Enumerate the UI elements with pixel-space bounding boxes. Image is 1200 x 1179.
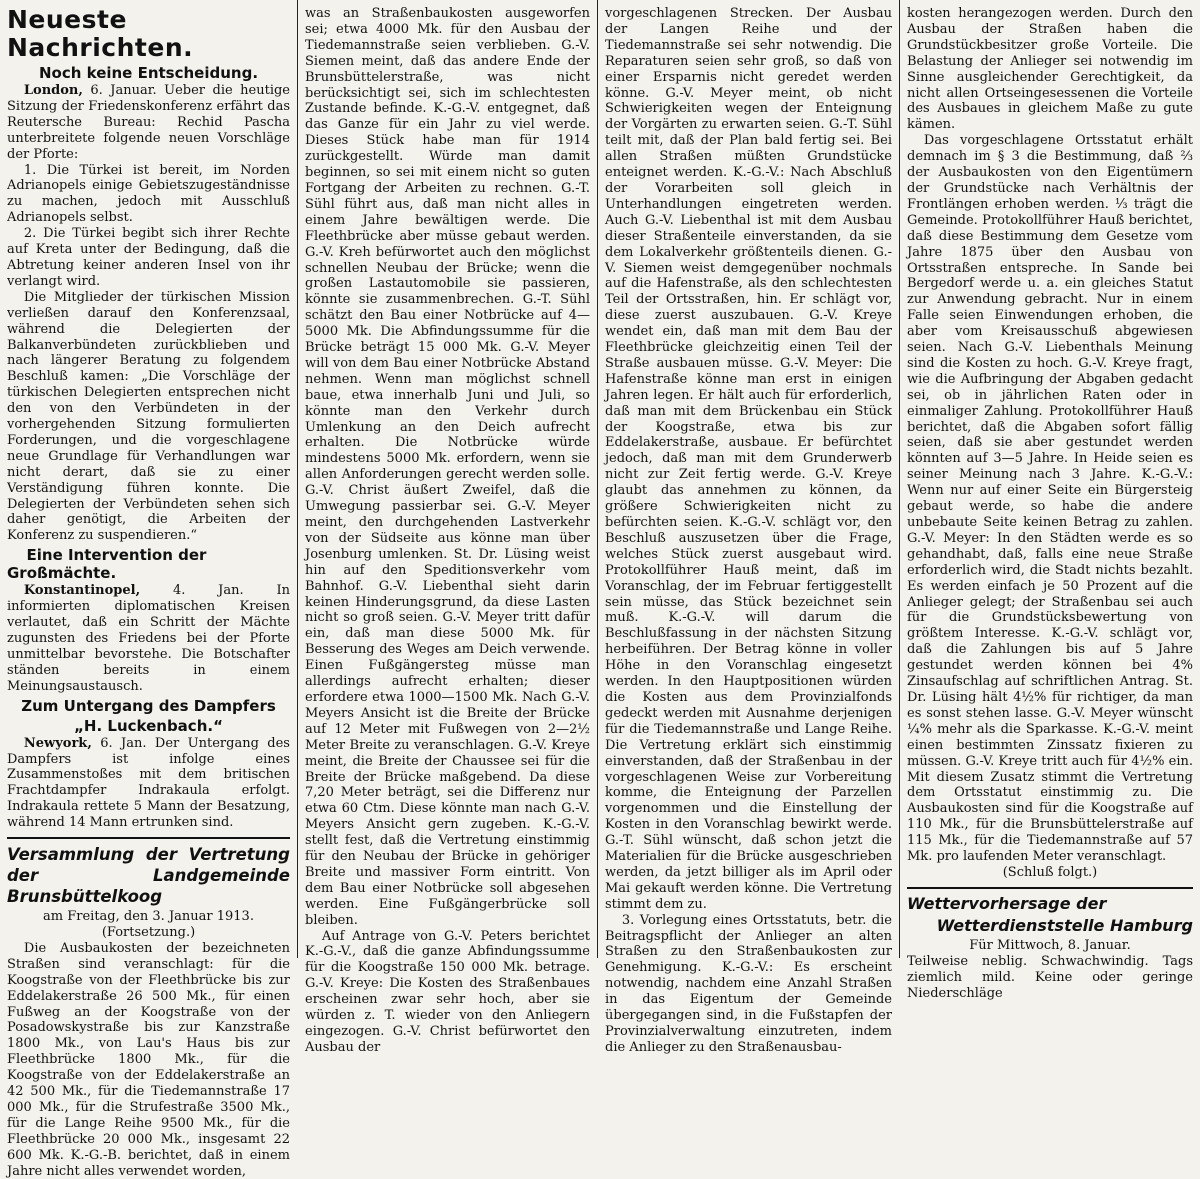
article-2-paragraph <box>7 583 290 694</box>
article-2-dateline: Konstantinopel, <box>23 583 141 599</box>
article-3-ship-name: „H. Luckenbach.“ <box>74 716 223 735</box>
article-3-paragraph <box>7 736 290 831</box>
article-4-paragraph: Das vorgeschlagene Ortsstatut erhält demnach im § 3 die Bestimmung, daß ⅔ der Ausbaukosten von den Eigentümern der Grundstücke nach Verhältnis der Frontlängen erhoben werden. ⅓ trägt die Gemeinde. Protokollführer Hauß berichtet, daß diese Bestimmung dem Gesetze vom Jahre 1875 über den Ausbau von Ortsstraßen entspreche. In Sande bei Bergedorf werde u. a. ein gleiches Statut zur Anwendung gebracht. Nur in einem Falle seien Einwendungen erhoben, die aber vom Kreisausschuß abgewiesen seien. Nach G.-V. Liebenthals Meinung sind die Kosten zu hoch. G.-V. Kreye fragt, wie die Aufbringung der Abgaben gedacht sei, ob in jährlichen Raten oder in einmaliger Zahlung. Protokollführer Hauß berichtet, daß die Abgaben sofort fällig seien, daß sie aber gestundet werden könnten auf 3—5 Jahre. In Heide seien es seiner Meinung nach 3 Jahre. K.-G.-V.: Wenn nur auf einer Seite ein Bürgersteig gebaut werde, so habe die andere unbebaute Seite keinen Betrag zu zahlen. G.-V. Meyer: In den Städten werde es so gehandhabt, daß, falls eine neue Straße erforderlich wird, die Stadt nichts bezahlt. Es werden einfach je 50 Prozent auf die Anlieger gelegt; der Straßenbau sei auch für die Grundstücksbewertung von größtem Interesse. K.-G.-V. schlägt vor, daß die Zahlungen bis auf 5 Jahre gestundet werden können bei 4% Zinsaufschlag auf schriftlichen Antrag. St. Dr. Lüsing hält 4½% für richtiger, da man es sonst stehen lasse. G.-V. Meyer wünscht ¼% mehr als die Sparkasse. K.-G.-V. meint einen bestimmten Zinssatz fixieren zu müssen. G.-V. Kreye tritt auch für 4½% ein. Mit diesem Zusatz stimmt die Vertretung dem Ortsstatut einstimmig zu. Die Ausbaukosten sind für die Koogstraße auf 110 Mk., für die Brunsbüttelerstraße auf 115 Mk., für die Tiedemannstraße auf 57 Mk. pro laufenden Meter veranschlagt. <box>907 133 1193 865</box>
article-1-proposal-1: 1. Die Türkei ist bereit, im Norden Adrianopels einige Gebietszugeständnisse zu machen, jedoch mit Ausschluß Adrianopels selbst. <box>7 162 290 226</box>
article-3-dateline: Newyork, <box>23 735 92 751</box>
article-4-continuation-note: (Fortsetzung.) <box>101 924 196 940</box>
weather-forecast-text: Teilweise neblig. Schwachwindig. Tags ziemlich mild. Keine oder geringe Niederschläge <box>907 953 1193 1001</box>
article-1-dateline: London, <box>23 83 83 98</box>
article-4-paragraph: was an Straßenbaukosten ausgeworfen sei; etwa 4000 Mk. für den Ausbau der Tiedemannstraße seien verblieben. G.-V. Siemen meint, daß das andere Ende der Brunsbüttelerstraße, was nicht berücksichtigt sei, sich im schlechtesten Zustande befinde. K.-G.-V. entgegnet, daß das Ganze für ein Jahr zu viel werde. Dieses Stück habe man für 1914 zurückgestellt. Würde man damit beginnen, so sei mit einem nicht so guten Fortgang der Arbeiten zu rechnen. G.-T. Sühl führt aus, daß man nicht alles in einem Jahre bewältigen werde. Die Fleethbrücke aber müsse gebaut werden. G.-V. Kreh befürwortet auch den möglichst schnellen Neubau der Brücke; wenn die großen Lastautomobile sie passieren, könnte sie zusammenbrechen. G.-T. Sühl schätzt den Bau einer Notbrücke auf 4—5000 Mk. Die Abfindungssumme für die Brücke beträgt 15 000 Mk. G.-V. Meyer will von dem Bau einer Notbrücke Abstand nehmen. Wenn man möglichst schnell baue, etwa innerhalb Juni und Juli, so könnte man den Verkehr durch Umlenkung an den Deich aufrecht erhalten. Die Notbrücke würde mindestens 5000 Mk. erfordern, wenn sie allen Anforderungen gerecht werden solle. G.-V. Christ äußert Zweifel, daß die Umwegung passierbar sei. G.-V. Meyer meint, den durchgehenden Lastverkehr von der Südseite aus könne man über Josenburg umlenken. St. Dr. Lüsing weist hin auf den Speditionsverkehr vom Bahnhof. G.-V. Liebenthal sieht darin keinen Hinderungsgrund, da diese Lasten nicht so groß seien. G.-V. Meyer tritt dafür ein, daß man diese 5000 Mk. für Besserung des Weges am Deich verwende. Einen Fußgängersteg müsse man allerdings aufrecht erhalten; dieser erfordere etwa 1000—1500 Mk. Nach G.-V. Meyers Ansicht ist die Breite der Brücke auf 12 Meter mit Fußwegen von 2—2½ Meter Breite zu veranschlagen. G.-V. Kreye meint, die Breite der Chaussee sei für die Breite der Brücke maßgebend. Da diese 7,20 Meter beträgt, sei die Differenz nur etwa 60 Ctm. Diese könnte man nach G.-V. Meyers Ansicht gern zugeben. K.-G.-V. stellt fest, daß die Vertretung einstimmig für den Neubau der Brücke in gehöriger Breite und massiver Form eintritt. Von dem Bau einer Notbrücke soll abgesehen werden. Eine Fußgängerbrücke soll bleiben. <box>305 6 590 928</box>
column-1 <box>0 0 298 1179</box>
article-4-agenda-item-3: 3. Vorlegung eines Ortsstatuts, betr. die Beitragspflicht der Anlieger an alten Straßen zu den Straßenbaukosten zur Genehmigung. K.-G.-V.: Es erscheint notwendig, nachdem eine Anzahl Straßen in das Eigentum der Gemeinde übergegangen sind, in die Fußstapfen der Provinzialverwaltung einzutreten, indem die Anlieger zu den Straßenausbau- <box>605 912 892 1055</box>
column-divider <box>7 837 290 839</box>
article-2-subheadline: Eine Intervention der Großmächte. <box>7 546 207 583</box>
article-3-subheadline: Zum Untergang des Dampfers <box>21 696 276 715</box>
article-4-paragraph: Die Ausbaukosten der bezeichneten Straßen sind veranschlagt: für die Koogstraße von der Fleethbrücke bis zur Eddelakerstraße 26 500 Mk., für einen Fußweg an der Koogstraße von der Posadowskystraße bis zur Kanzstraße 1800 Mk., von Lau's Haus bis zur Fleethbrücke 1800 Mk., für die Koogstraße von der Eddelakerstraße an 42 500 Mk., für die Tiedemannstraße 17 000 Mk., für die Strufestraße 3500 Mk., für die Lange Reihe 9500 Mk., für die Fleethbrücke 20 000 Mk., insgesamt 22 600 Mk. K.-G.-B. berichtet, daß in einem Jahre nicht alles verwendet worden, <box>7 940 290 1179</box>
article-4-paragraph: kosten herangezogen werden. Durch den Ausbau der Straßen haben die Grundstückbesitzer große Vorteile. Die Belastung der Anlieger sei notwendig im Sinne ausgleichender Gerechtigkeit, da nicht allen Ortseingesessenen die Vorteile des Ausbaues in gleichem Maße zu gute kämen. <box>907 6 1193 133</box>
column-4 <box>900 0 1200 1001</box>
article-4-paragraph: vorgeschlagenen Strecken. Der Ausbau der Langen Reihe und der Tiedemannstraße sei sehr notwendig. Die Reparaturen seien sehr groß, so daß von einer Ersparnis nicht geredet werden könne. G.-V. Meyer meint, ob nicht Schwierigkeiten wegen der Enteignung der Vorgärten zu erwarten seien. G.-T. Sühl teilt mit, daß der Plan bald fertig sei. Bei allen Straßen müßten Grundstücke enteignet werden. K.-G.-V.: Nach Abschluß der Vorarbeiten soll gleich in Unterhandlungen eingetreten werden. Auch G.-V. Liebenthal ist mit dem Ausbau dieser Straßenteile einverstanden, da sie dem Lokalverkehr größtenteils dienen. G.-V. Siemen weist demgegenüber nochmals auf die Hafenstraße, als den schlechtesten Teil der Ortsstraßen, hin. Er schlägt vor, diese zuerst auszubauen. G.-V. Kreye wendet ein, daß man mit dem Bau der Fleethbrücke gleichzeitig einen Teil der Straße ausbauen müsse. G.-V. Meyer: Die Hafenstraße könne man erst in einigen Jahren legen. Er hält auch für erforderlich, daß man mit dem Brückenbau ein Stück der Koogstraße, etwa bis zur Eddelakerstraße, ausbaue. Er befürchtet jedoch, daß man mit dem Grunderwerb nicht zur Zeit fertig werde. G.-V. Kreye glaubt das annehmen zu können, da größere Schwierigkeiten nicht zu befürchten seien. K.-G.-V. schlägt vor, den Beschluß auszusetzen über die Frage, welches Stück zuerst ausgebaut wird. Protokollführer Hauß meint, daß im Voranschlag, der im Februar fertiggestellt sein müsse, das Stück bezeichnet sein muß. K.-G.-V. will darum die Beschlußfassung in der nächsten Sitzung herbeiführen. Der Betrag könne in voller Höhe in den Voranschlag eingesetzt werden. In den Hauptpositionen würden die Kosten aus dem Provinzialfonds gedeckt werden mit Ausnahme derjenigen für die Tiedemannstraße und Lange Reihe. Die Vertretung erklärt sich einstimmig einverstanden, daß der Straßenbau in der vorgeschlagenen Weise zur Vorbereitung komme, die Enteignung der Parzellen vorgenommen und die Einstellung der Kosten in den Voranschlag bewirkt werde. G.-T. Sühl wünscht, daß schon jetzt die Materialien für die Brücke ausgeschrieben werden, da jetzt billiger als im April oder Mai gekauft werden könne. Die Vertretung stimmt dem zu. <box>605 6 892 912</box>
article-2-text: 4. Jan. In informierten diplomatischen Kreisen verlautet, daß ein Schritt der Mächte zugunsten des Friedens bei der Pforte unmittelbar bevorstehe. Die Botschafter ständen bereits in einem Meinungsaustausch. <box>7 583 290 694</box>
article-4-paragraph: Auf Antrage von G.-V. Peters berichtet K.-G.-V., daß die ganze Abfindungssumme für die Koogstraße 150 000 Mk. betrage. G.-V. Kreye: Die Kosten des Straßenbaues erscheinen zwar sehr hoch, aber sie würden z. T. wieder von den Anliegern eingezogen. G.-V. Christ befürwortet den Ausbau der <box>305 928 590 1055</box>
article-3-text: 6. Jan. Der Untergang des Dampfers ist infolge eines Zusammenstoßes mit dem britischen Frachtdampfer Indrakaula erfolgt. Indrakaula rettete 5 Mann der Besatzung, während 14 Mann ertrunken sind. <box>7 735 290 831</box>
article-4-end-note: (Schluß folgt.) <box>1002 864 1098 880</box>
weather-headline-line-2: Wetterdienststelle Hamburg <box>936 915 1193 935</box>
article-1-proposal-2: 2. Die Türkei begibt sich ihrer Rechte auf Kreta unter der Bedingung, daß die Abtretung keiner anderen Insel von ihr verlangt wird. <box>7 226 290 289</box>
weather-headline: Wettervorhersage der <box>907 893 1107 913</box>
article-4-date: am Freitag, den 3. Januar 1913. <box>43 909 254 925</box>
article-1-resolution: Die Mitglieder der türkischen Mission verließen darauf den Konferenzsaal, während die Delegierten der Balkanverbündeten zurückblieben und nach längerer Beratung zu folgendem Beschluß kamen: „Die Vorschläge der türkischen Delegierten entsprechen nicht den von den Verbündeten in der vorhergehenden Sitzung formulierten Forderungen, und die vorgeschlagene neue Grundlage für Verhandlungen war nicht derart, daß sie zu einer Verständigung führen konnte. Die Delegierten der Verbündeten sehen sich daher genötigt, die Arbeiten der Konferenz zu suspendieren.“ <box>7 289 290 544</box>
article-1-paragraph <box>7 83 290 163</box>
weather-date: Für Mittwoch, 8. Januar. <box>969 937 1131 953</box>
article-1-text: 6. Januar. Ueber die heutige Sitzung der Friedenskonferenz erfährt das Reutersche Bureau: Rechid Pascha unterbreitete folgende neuen Vorschläge der Pforte: <box>7 83 290 162</box>
section-headline: Neueste Nachrichten. <box>7 5 194 62</box>
column-divider <box>907 887 1193 889</box>
article-4-headline: Versammlung der Vertretung der Landgemeinde Brunsbüttelkoog <box>7 845 290 907</box>
article-1-subheadline: Noch keine Entscheidung. <box>38 64 259 82</box>
column-3 <box>598 0 900 1055</box>
column-2 <box>298 0 598 1055</box>
